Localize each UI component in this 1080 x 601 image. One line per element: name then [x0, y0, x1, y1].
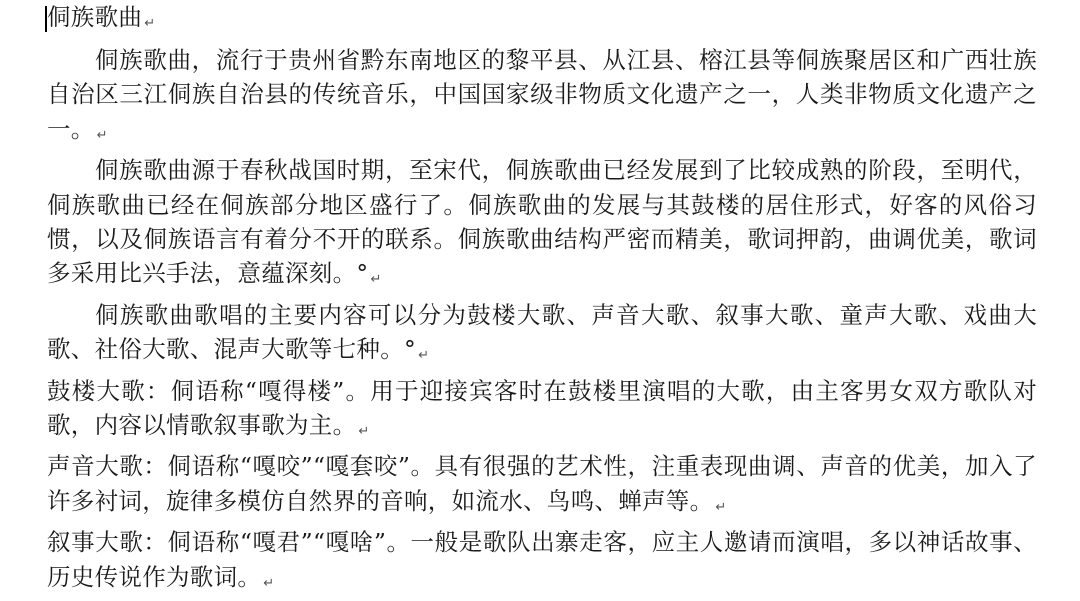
paragraph-narrative-song: [47, 525, 1037, 601]
paragraph-text: 侗族歌曲，流行于贵州省黔东南地区的黎平县、从江县、榕江县等侗族聚居区和广西壮族自治区三江侗族自治县的传统音乐，中国国家级非物质文化遗产之一，人类非物质文化遗产之一。: [47, 46, 1037, 143]
paragraph-mark-icon: ↵: [144, 16, 156, 31]
paragraph-text: 叙事大歌：侗语称“嘎君”“嘎啥”。一般是歌队出寨走客，应主人邀请而演唱，多以神话故事、历史传说作为歌词。: [47, 528, 1037, 591]
paragraph-text: 鼓楼大歌：侗语称“嘎得楼”。用于迎接宾客时在鼓楼里演唱的大歌，由主客男女双方歌队对歌，内容以情歌叙事歌为主。: [47, 376, 1037, 440]
document-title: [47, 2, 1037, 39]
paragraph-mark-icon: ↵: [715, 499, 727, 515]
paragraph-text: 侗族歌曲源于春秋战国时期，至宋代，侗族歌曲已经发展到了比较成熟的阶段，至明代，侗族歌曲已经在侗族部分地区盛行了。侗族歌曲的发展与其鼓楼的居住形式，好客的风俗习惯，以及侗族语言有着分不开的联系。侗族歌曲结构严密而精美，歌词押韵，曲调优美，歌词多采用比兴手法，意蕴深刻。°: [47, 156, 1037, 288]
paragraph-mark-icon: ↵: [370, 272, 382, 288]
paragraph-mark-icon: ↵: [96, 127, 108, 143]
document-page[interactable]: [47, 2, 1037, 601]
paragraph-text: 侗族歌曲歌唱的主要内容可以分为鼓楼大歌、声音大歌、叙事大歌、童声大歌、戏曲大歌、社俗大歌、混声大歌等七种。°: [47, 300, 1037, 364]
paragraph-intro: [47, 43, 1037, 153]
paragraph-mark-icon: ↵: [358, 424, 370, 440]
paragraph-mark-icon: ↵: [418, 348, 429, 364]
paragraph-history: [47, 153, 1037, 298]
paragraph-text: 声音大歌：侗语称“嘎咬”“嘎套咬”。具有很强的艺术性，注重表现曲调、声音的优美，加入了许多衬词，旋律多模仿自然界的音响，如流水、鸟鸣、蝉声等。: [47, 452, 1037, 515]
paragraph-categories: [47, 298, 1037, 374]
title-text: 侗族歌曲: [47, 3, 143, 31]
paragraph-voice-song: [47, 449, 1037, 525]
paragraph-drum-tower-song: [47, 374, 1037, 450]
paragraph-mark-icon: ↵: [263, 575, 275, 591]
